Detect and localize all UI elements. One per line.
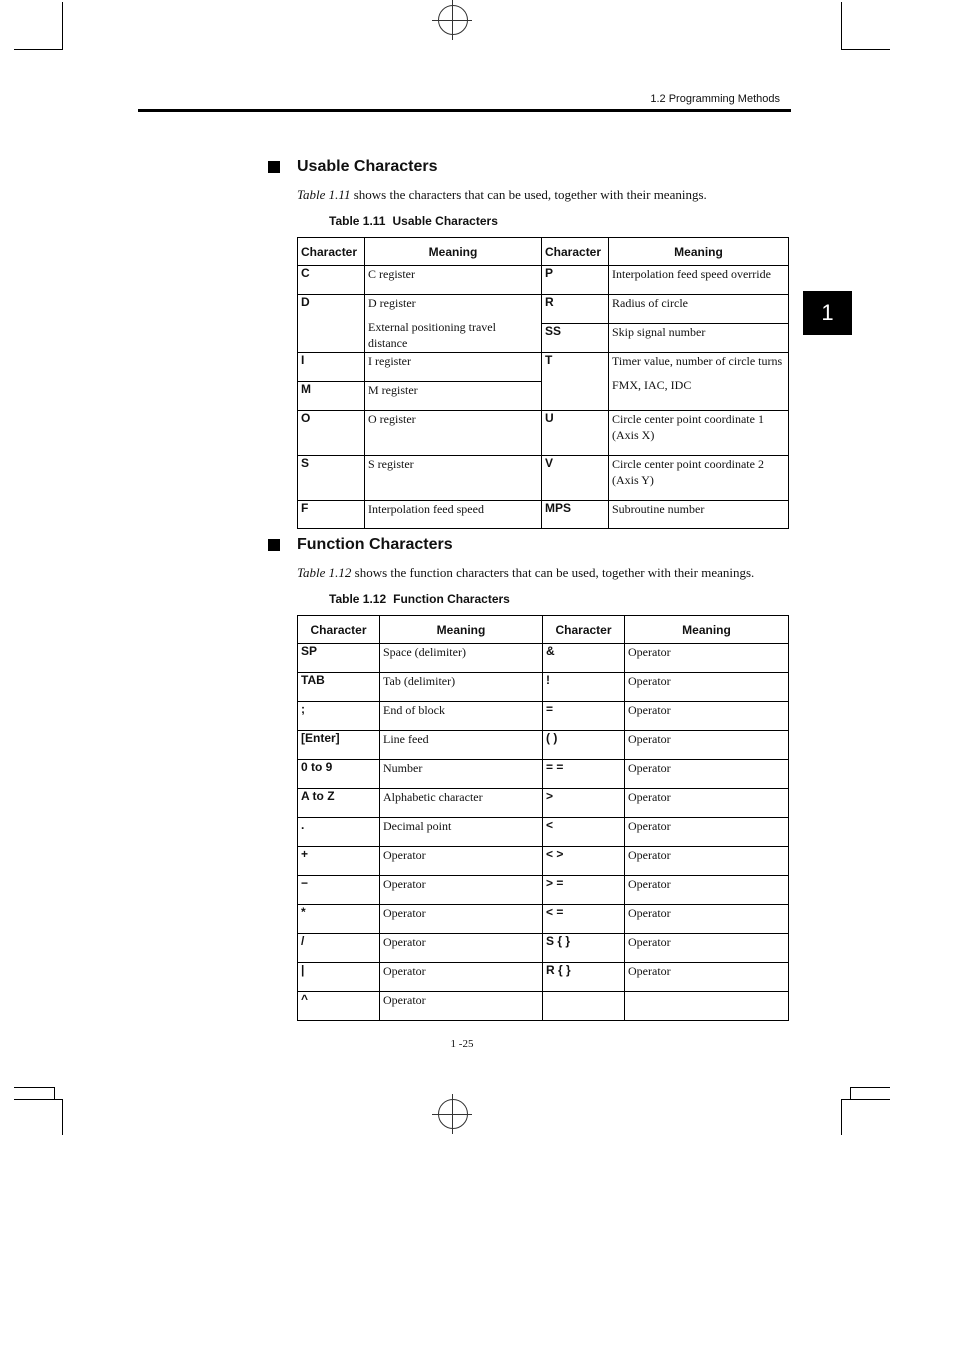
character-cell: [Enter] [298,731,380,760]
meaning-cell: Interpolation feed speed override [609,266,789,295]
character-cell: D [298,295,365,353]
column-header: Meaning [365,238,542,266]
character-cell: ! [543,673,625,702]
meaning-cell: Operator [625,847,789,876]
table-row [298,847,789,876]
table-row [298,501,789,529]
meaning-cell: Operator [380,847,543,876]
character-cell: < [543,818,625,847]
running-header: 1.2 Programming Methods [650,93,780,105]
table-row [298,702,789,731]
character-cell: − [298,876,380,905]
crop-mark [62,2,63,50]
character-cell: O [298,411,365,456]
column-header: Character [298,616,380,644]
table-header-row [298,238,789,266]
column-header: Meaning [625,616,789,644]
table-row [298,789,789,818]
crop-mark [14,1099,62,1100]
meaning-cell: Circle center point coordinate 1 (Axis X) [609,411,789,456]
character-cell: / [298,934,380,963]
character-cell: I [298,353,365,382]
meaning-cell: Operator [625,876,789,905]
character-cell: MPS [542,501,609,529]
table-row [298,760,789,789]
meaning-cell: Operator [625,789,789,818]
character-cell: U [542,411,609,456]
meaning-cell: Operator [625,673,789,702]
table-reference: Table 1.11 [297,187,351,202]
meaning-cell: Subroutine number [609,501,789,529]
meaning-cell: Operator [380,934,543,963]
character-cell: & [543,644,625,673]
function-characters-table [297,615,789,1021]
table-row [298,673,789,702]
meaning-cell: Line feed [380,731,543,760]
intro-text: shows the characters that can be used, together with their meanings. [350,187,707,202]
meaning-cell: Circle center point coordinate 2 (Axis Y) [609,456,789,501]
character-cell: . [298,818,380,847]
table-row [298,411,789,456]
section-title: Usable Characters [297,158,438,175]
meaning-cell: Tab (delimiter) [380,673,543,702]
character-cell: 0 to 9 [298,760,380,789]
character-cell: SS [542,324,609,353]
caption-title: Usable Characters [392,214,498,228]
table-row [298,295,789,324]
character-cell: A to Z [298,789,380,818]
crop-mark [14,1087,54,1088]
character-cell: T [542,353,609,411]
character-cell: F [298,501,365,529]
square-bullet-icon [268,161,280,173]
crop-mark [851,1087,890,1088]
crop-mark [62,1099,63,1135]
table-row [298,731,789,760]
meaning-cell: Operator [380,963,543,992]
meaning-cell: Operator [625,905,789,934]
meaning-cell: Alphabetic character [380,789,543,818]
chapter-tab: 1 [803,291,852,335]
meaning-cell: Operator [625,963,789,992]
caption-number: Table 1.11 [329,214,386,228]
character-cell: + [298,847,380,876]
character-cell: TAB [298,673,380,702]
table-row [298,934,789,963]
table-row [298,992,789,1021]
table-row [298,818,789,847]
table-row [298,644,789,673]
meaning-cell: Skip signal number [609,324,789,353]
table-row [298,353,789,382]
page-number: 1 -25 [450,1038,474,1050]
caption-title: Function Characters [393,592,510,606]
table-header-row [298,616,789,644]
character-cell: ( ) [543,731,625,760]
table-reference: Table 1.12 [297,565,352,580]
meaning-cell: Space (delimiter) [380,644,543,673]
meaning-cell: Operator [625,818,789,847]
character-cell: SP [298,644,380,673]
meaning-cell: Operator [380,992,543,1021]
character-cell: S [298,456,365,501]
crop-mark [841,1099,842,1135]
character-cell: M [298,382,365,411]
intro-paragraph [297,187,707,203]
meaning-line: External positioning travel distance [368,320,496,350]
character-cell: * [298,905,380,934]
character-cell: = = [543,760,625,789]
table-row [298,876,789,905]
meaning-cell: Operator [380,905,543,934]
meaning-cell: Interpolation feed speed [365,501,542,529]
usable-characters-table [297,237,789,529]
table-row [298,456,789,501]
character-cell: | [298,963,380,992]
meaning-cell: Decimal point [380,818,543,847]
caption-number: Table 1.12 [329,592,387,606]
character-cell: < = [543,905,625,934]
crop-mark [850,1087,851,1099]
character-cell: < > [543,847,625,876]
column-header: Meaning [380,616,543,644]
meaning-line: Timer value, number of circle turns [612,354,783,368]
column-header: Character [298,238,365,266]
column-header: Meaning [609,238,789,266]
character-cell: P [542,266,609,295]
column-header: Character [542,238,609,266]
meaning-line: D register [368,296,416,310]
meaning-cell: O register [365,411,542,456]
meaning-cell: Operator [625,702,789,731]
crop-mark [54,1087,55,1099]
meaning-line: FMX, IAC, IDC [612,378,692,392]
meaning-cell [625,992,789,1021]
intro-text: shows the function characters that can be used, together with their meanings. [351,565,755,580]
meaning-cell: Operator [625,760,789,789]
meaning-cell: Operator [380,876,543,905]
meaning-cell: End of block [380,702,543,731]
character-cell: > [543,789,625,818]
character-cell: > = [543,876,625,905]
character-cell: ^ [298,992,380,1021]
character-cell: S { } [543,934,625,963]
character-cell: C [298,266,365,295]
character-cell: R { } [543,963,625,992]
meaning-cell: I register [365,353,542,382]
table-row [298,905,789,934]
character-cell: = [543,702,625,731]
meaning-cell: Radius of circle [609,295,789,324]
character-cell [543,992,625,1021]
crop-mark [14,49,62,50]
table-row [298,266,789,295]
meaning-cell: C register [365,266,542,295]
table-caption [329,214,498,228]
crop-mark [841,2,842,50]
meaning-cell: Operator [625,934,789,963]
meaning-cell: Operator [625,644,789,673]
crop-mark [842,1099,890,1100]
square-bullet-icon [268,539,280,551]
header-rule [138,109,791,112]
character-cell: V [542,456,609,501]
table-caption [329,592,510,606]
meaning-cell: M register [365,382,542,411]
section-title: Function Characters [297,536,453,553]
meaning-cell [609,353,789,411]
meaning-cell: S register [365,456,542,501]
section-heading-usable [268,158,438,176]
character-cell: ; [298,702,380,731]
meaning-cell [365,295,542,353]
column-header: Character [543,616,625,644]
character-cell: R [542,295,609,324]
intro-paragraph [297,565,754,581]
meaning-cell: Operator [625,731,789,760]
section-heading-function [268,536,453,554]
crop-mark [842,49,890,50]
meaning-cell: Number [380,760,543,789]
table-row [298,963,789,992]
